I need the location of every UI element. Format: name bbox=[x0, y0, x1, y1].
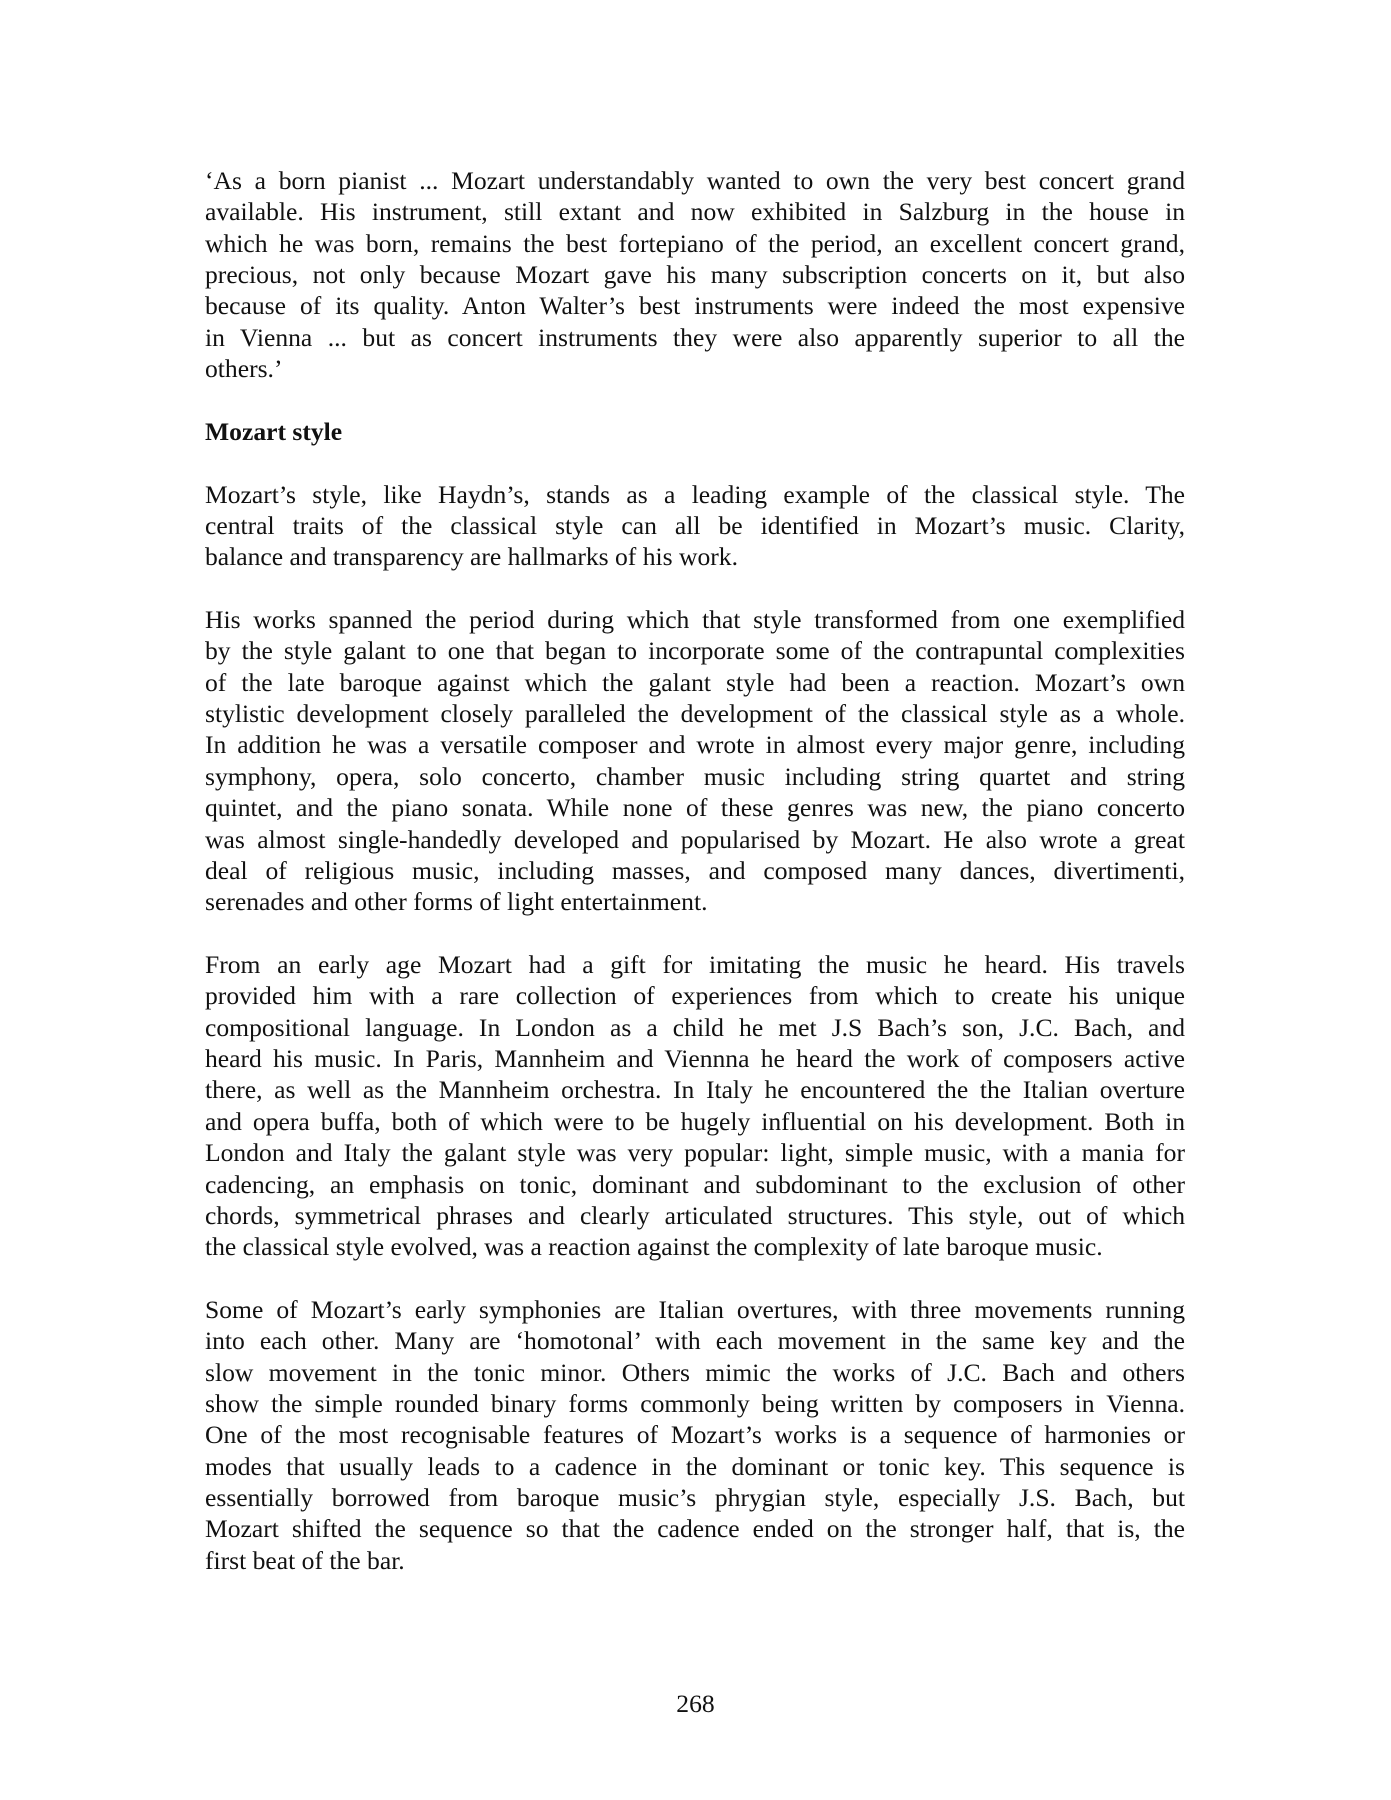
text-line: serenades and other forms of light entertainment. bbox=[205, 887, 708, 917]
text-line: into each other. Many are ‘homotonal’ with each movement in the same key and the bbox=[205, 1326, 1185, 1356]
text-line: One of the most recognisable features of Mozart’s works is a sequence of harmonies or bbox=[205, 1420, 1185, 1450]
text-line: ‘As a born pianist ... Mozart understandably wanted to own the very best concert grand bbox=[205, 166, 1185, 195]
text-line: compositional language. In London as a child he met J.S Bach’s son, J.C. Bach, and bbox=[205, 1012, 1185, 1042]
text-line: precious, not only because Mozart gave his many subscription concerts on it, but also bbox=[205, 260, 1185, 290]
text-line: because of its quality. Anton Walter’s best instruments were indeed the most expensive bbox=[205, 291, 1185, 321]
text-line: heard his music. In Paris, Mannheim and Viennna he heard the work of composers active bbox=[205, 1044, 1185, 1074]
text-line: central traits of the classical style can all be identified in Mozart’s music. Clarity, bbox=[205, 510, 1185, 540]
text-column bbox=[205, 165, 1185, 1608]
text-line: available. His instrument, still extant and now exhibited in Salzburg in the house in bbox=[205, 197, 1185, 227]
text-line: cadencing, an emphasis on tonic, dominant and subdominant to the exclusion of other bbox=[205, 1169, 1185, 1199]
text-line: provided him with a rare collection of experiences from which to create his unique bbox=[205, 981, 1185, 1011]
text-line: modes that usually leads to a cadence in the dominant or tonic key. This sequence is bbox=[205, 1451, 1185, 1481]
text-line: symphony, opera, solo concerto, chamber music including string quartet and string bbox=[205, 761, 1185, 791]
text-line: the classical style evolved, was a reaction against the complexity of late baroque music. bbox=[205, 1232, 1103, 1262]
text-line: London and Italy the galant style was very popular: light, simple music, with a mania for bbox=[205, 1138, 1185, 1168]
text-line: stylistic development closely paralleled the development of the classical style as a whole. bbox=[205, 699, 1185, 729]
text-line: show the simple rounded binary forms commonly being written by composers in Vienna. bbox=[205, 1389, 1185, 1419]
body-paragraph bbox=[205, 1294, 1185, 1576]
section-heading: Mozart style bbox=[205, 416, 343, 446]
text-line: in Vienna ... but as concert instruments they were also apparently superior to all the bbox=[205, 322, 1185, 352]
text-line: which he was born, remains the best fortepiano of the period, an excellent concert grand, bbox=[205, 228, 1185, 258]
body-paragraph bbox=[205, 479, 1185, 573]
body-paragraph bbox=[205, 949, 1185, 1263]
text-line: deal of religious music, including masses, and composed many dances, divertimenti, bbox=[205, 855, 1185, 885]
text-line: others.’ bbox=[205, 354, 283, 384]
text-line: and opera buffa, both of which were to be hugely influential on his development. Both in bbox=[205, 1106, 1185, 1136]
text-line: essentially borrowed from baroque music’s phrygian style, especially J.S. Bach, but bbox=[205, 1483, 1185, 1513]
text-line: Some of Mozart’s early symphonies are Italian overtures, with three movements running bbox=[205, 1294, 1185, 1324]
text-line: His works spanned the period during which that style transformed from one exemplified bbox=[205, 605, 1185, 635]
text-line: chords, symmetrical phrases and clearly articulated structures. This style, out of which bbox=[205, 1200, 1185, 1230]
page-number: 268 bbox=[676, 1689, 715, 1718]
text-line: From an early age Mozart had a gift for imitating the music he heard. His travels bbox=[205, 949, 1185, 979]
text-line: was almost single-handedly developed and popularised by Mozart. He also wrote a great bbox=[205, 824, 1185, 854]
quote-paragraph bbox=[205, 165, 1185, 385]
body-paragraph bbox=[205, 604, 1185, 918]
text-line: there, as well as the Mannheim orchestra. In Italy he encountered the the Italian overture bbox=[205, 1075, 1185, 1105]
text-line: of the late baroque against which the galant style had been a reaction. Mozart’s own bbox=[205, 667, 1185, 697]
text-line: first beat of the bar. bbox=[205, 1545, 405, 1575]
text-line: In addition he was a versatile composer and wrote in almost every major genre, including bbox=[205, 730, 1185, 760]
text-line: by the style galant to one that began to incorporate some of the contrapuntal complexities bbox=[205, 636, 1185, 666]
text-line: Mozart’s style, like Haydn’s, stands as a leading example of the classical style. The bbox=[205, 479, 1185, 509]
text-line: Mozart shifted the sequence so that the cadence ended on the stronger half, that is, the bbox=[205, 1514, 1185, 1544]
text-line: slow movement in the tonic minor. Others mimic the works of J.C. Bach and others bbox=[205, 1357, 1185, 1387]
text-line: quintet, and the piano sonata. While none of these genres was new, the piano concerto bbox=[205, 793, 1185, 823]
text-line: balance and transparency are hallmarks of his work. bbox=[205, 542, 738, 572]
